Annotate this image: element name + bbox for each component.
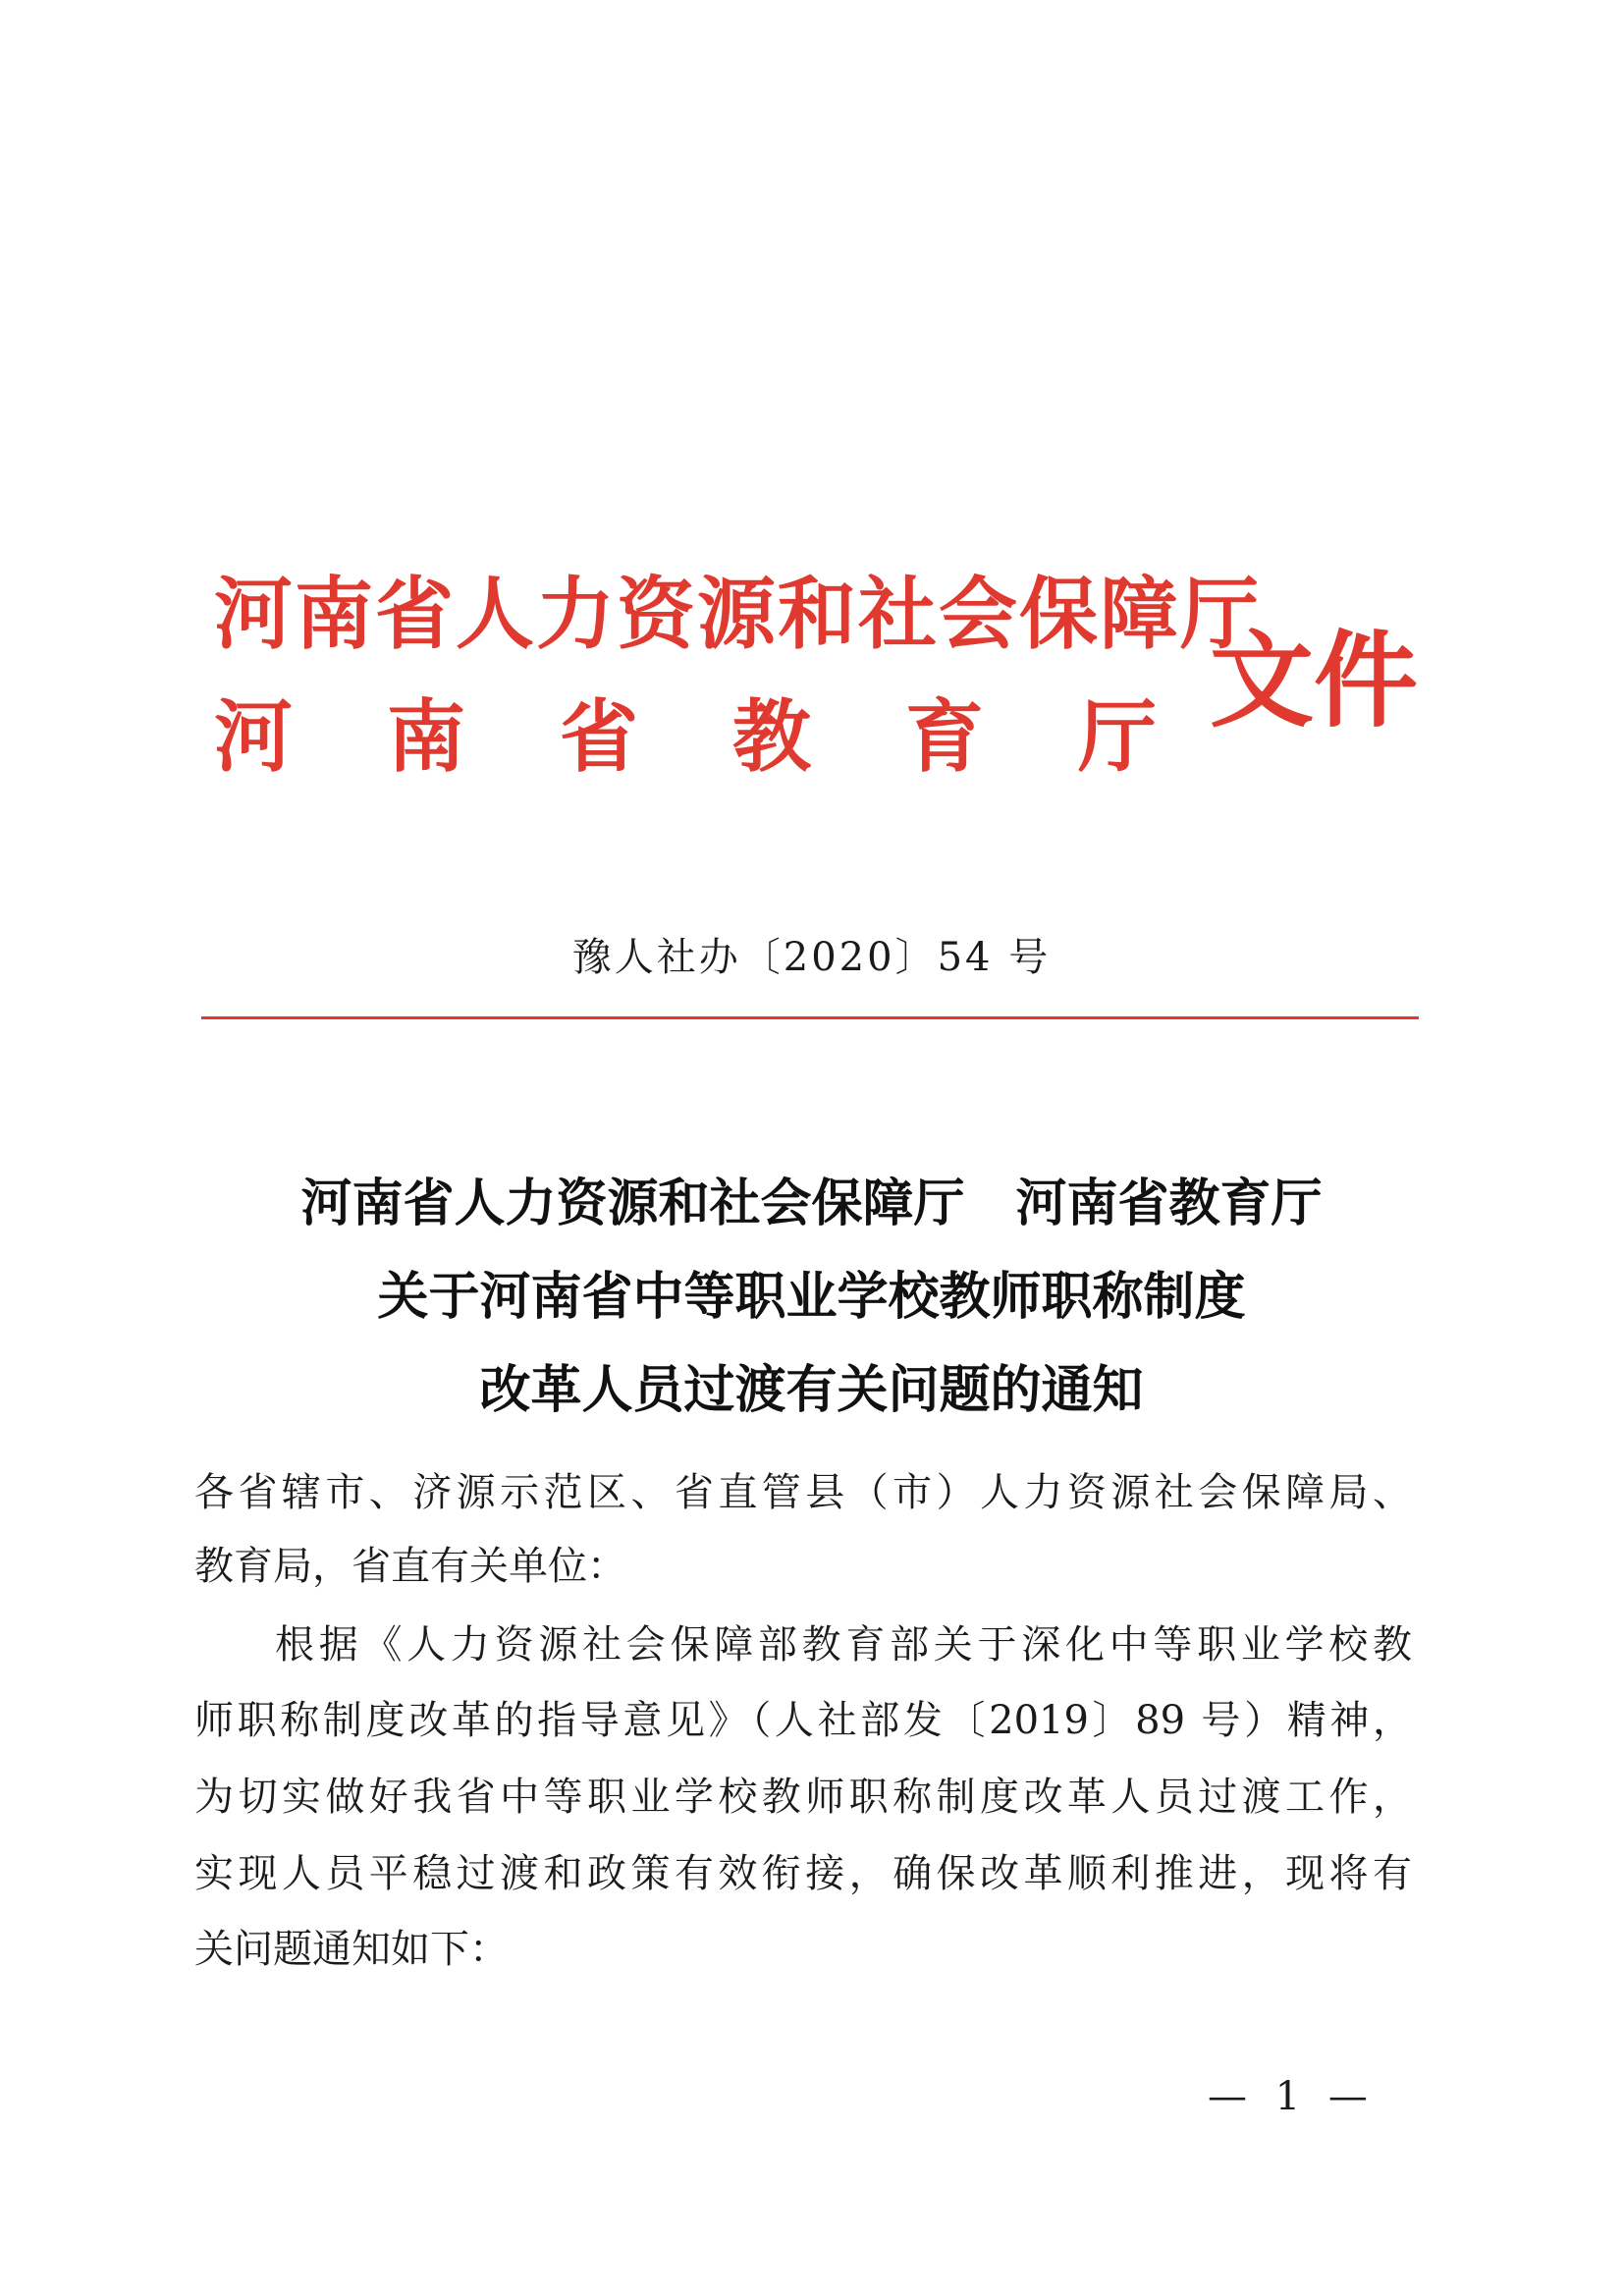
body-line: 教育局，省直有关单位：: [194, 1544, 626, 1589]
agency-2-char: 省: [560, 690, 638, 783]
issuing-agency-line-1: 河南省人力资源和社会保障厅: [214, 568, 1261, 660]
document-type-label: 文件: [1210, 619, 1418, 741]
body-line: 师职称制度改革的指导意见》（人社部发〔2019〕89 号）精神，: [194, 1698, 1412, 1743]
page-number: — 1 —: [1208, 2074, 1376, 2119]
agency-2-char: 厅: [1078, 690, 1157, 783]
agency-2-char: 教: [732, 690, 811, 783]
agency-2-char: 育: [905, 690, 984, 783]
red-separator-line: [201, 1016, 1419, 1019]
agency-2-char: 河: [214, 690, 293, 783]
title-line-1: 河南省人力资源和社会保障厅 河南省教育厅: [300, 1174, 1323, 1233]
document-number: 豫人社办〔2020〕54 号: [571, 935, 1052, 980]
body-line: 为切实做好我省中等职业学校教师职称制度改革人员过渡工作，: [194, 1775, 1412, 1820]
agency-2-char: 南: [387, 690, 465, 783]
title-line-3: 改革人员过渡有关问题的通知: [479, 1360, 1144, 1420]
body-line: 各省辖市、济源示范区、省直管县（市）人力资源社会保障局、: [194, 1470, 1412, 1515]
body-line: 关问题通知如下：: [194, 1927, 509, 1972]
title-line-2: 关于河南省中等职业学校教师职称制度: [377, 1267, 1246, 1327]
body-line: 实现人员平稳过渡和政策有效衔接，确保改革顺利推进，现将有: [194, 1851, 1412, 1896]
body-line: 根据《人力资源社会保障部教育部关于深化中等职业学校教: [275, 1622, 1412, 1667]
issuing-agency-line-2: [214, 690, 1157, 783]
